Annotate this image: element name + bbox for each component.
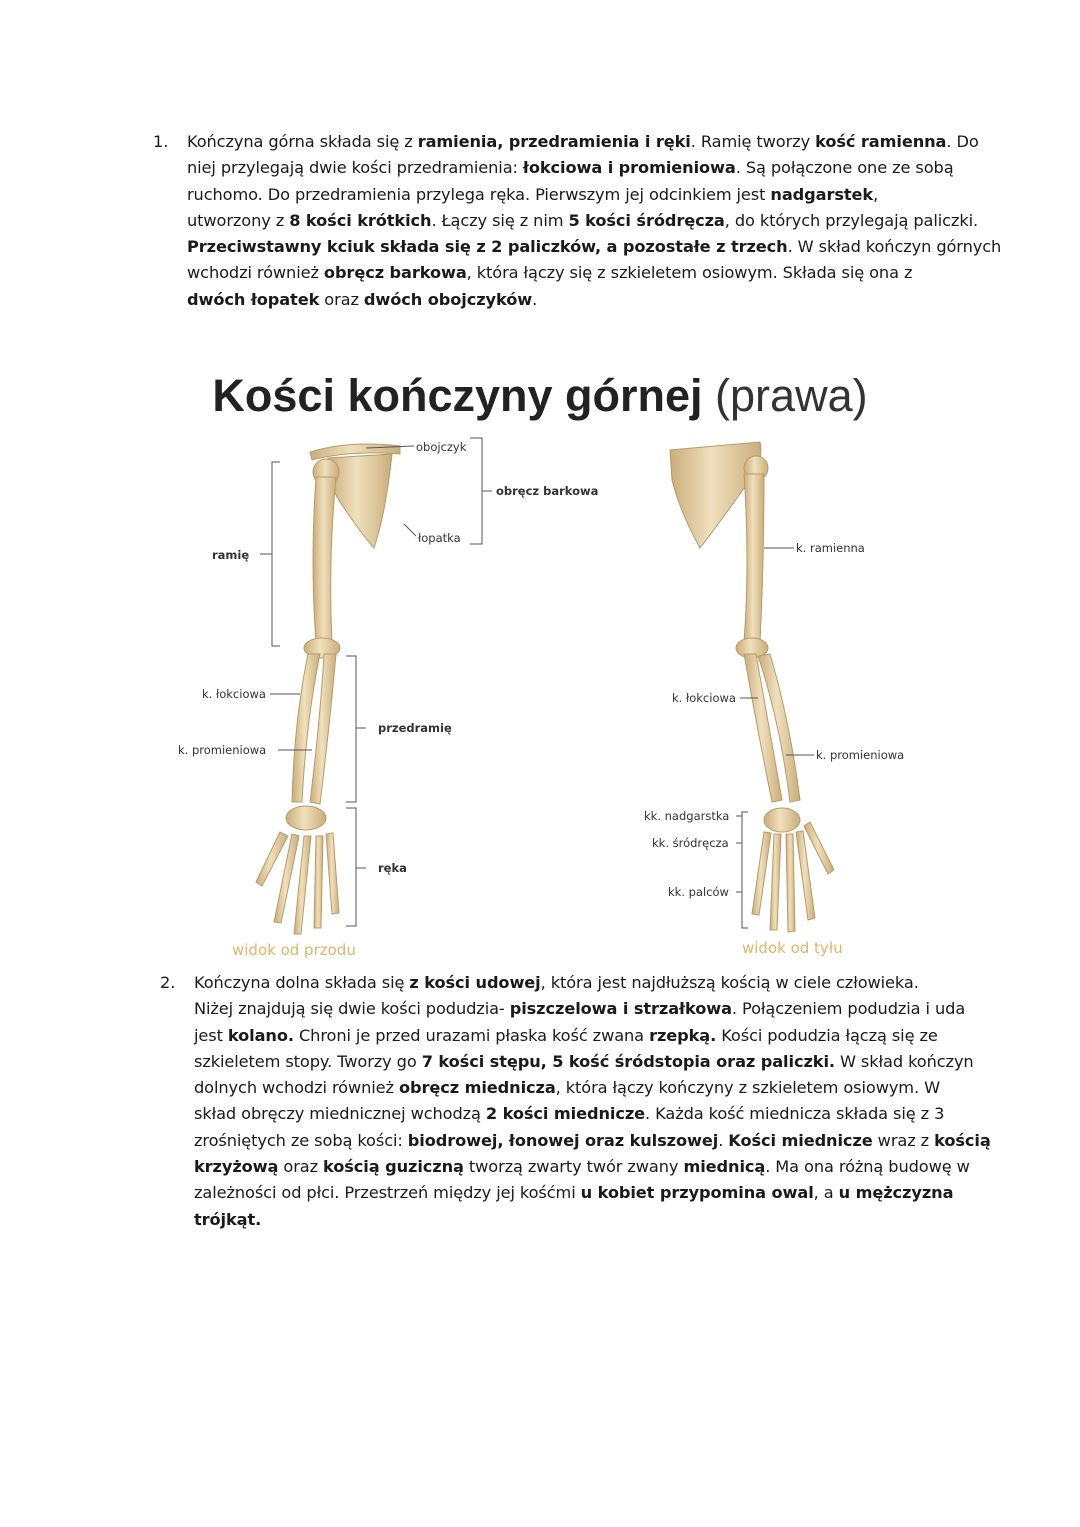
bold-run: dwóch obojczyków [363, 289, 533, 309]
section-1-number: 1. [153, 132, 169, 151]
bold-run: kość ramienna [815, 132, 947, 151]
text-run: , a [813, 1183, 839, 1203]
text-run: . Są połączone one ze sobą [735, 158, 954, 178]
label-przedramie: przedramię [378, 721, 452, 735]
bold-run: kolano. [227, 1025, 294, 1045]
section-1-paragraph [153, 129, 1002, 313]
text-run: , do których przylegają paliczki. [724, 210, 979, 230]
skeleton-illustration [160, 362, 920, 962]
bold-run: trójkąt. [194, 1209, 262, 1229]
text-run: jest [194, 1025, 228, 1045]
bold-run: Kości miednicze [728, 1130, 873, 1150]
text-line [194, 1180, 991, 1206]
text-line [187, 287, 1001, 313]
text-line [187, 234, 1001, 260]
text-line [187, 260, 1001, 286]
text-run: , która jest najdłuższą kością w ciele człowieka. [540, 973, 919, 992]
bold-run: obręcz barkowa [323, 263, 467, 283]
text-run: oraz [319, 289, 364, 309]
bold-run: krzyżową [194, 1157, 279, 1177]
text-run: zrośniętych ze sobą kości: [194, 1130, 408, 1150]
back-view-skeleton [670, 442, 834, 932]
text-run: , która łączy się z szkieletem osiowym. Składa się ona z [466, 263, 913, 283]
bold-run: u kobiet przypomina owal [580, 1183, 814, 1203]
bold-run: Przeciwstawny kciuk składa się z 2 paliczków, a pozostałe z trzech [187, 237, 788, 257]
label-kk-srodrecza: kk. śródręcza [652, 836, 729, 850]
text-line [187, 182, 1001, 208]
text-line [194, 1049, 991, 1075]
text-run: utworzony z [187, 210, 290, 230]
label-front-k-promieniowa: k. promieniowa [178, 743, 267, 757]
text-run: wraz z [872, 1130, 935, 1150]
label-k-ramienna: k. ramienna [796, 541, 865, 555]
text-run: ruchomo. Do przedramienia przylega ręka. Pierwszym jej odcinkiem jest [187, 184, 771, 204]
text-line [187, 155, 1001, 181]
text-run: wchodzi również [187, 263, 324, 283]
bold-run: z kości udowej [409, 973, 541, 992]
text-run: Kości podudzia łączą się ze [716, 1025, 938, 1045]
label-obojczyk: obojczyk [416, 440, 467, 454]
text-run: zależności od płci. Przestrzeń między jej kośćmi [194, 1183, 581, 1203]
text-run: . Łączy się z nim [431, 210, 569, 230]
bold-run: kością guziczną [323, 1157, 464, 1177]
bold-run: 2 kości miednicze [485, 1104, 646, 1124]
label-kk-nadgarstka: kk. nadgarstka [644, 809, 730, 823]
text-run: . Każda kość miednicza składa się z 3 [645, 1104, 945, 1124]
bold-run: 5 kości śródręcza [568, 210, 725, 230]
label-kk-palcow: kk. palców [668, 885, 729, 899]
section-2-paragraph [160, 970, 991, 1233]
text-line [194, 1023, 991, 1049]
bold-run: u mężczyzna [838, 1183, 954, 1203]
text-run: szkieletem stopy. Tworzy go [194, 1051, 422, 1071]
text-line [194, 1207, 991, 1233]
text-run: Kończyna górna składa się z [187, 132, 418, 151]
bold-run: biodrowej, łonowej oraz kulszowej [407, 1130, 719, 1150]
label-front-k-lokciowa: k. łokciowa [202, 687, 266, 701]
bold-run: rzepką. [649, 1025, 717, 1045]
text-line [187, 208, 1001, 234]
text-run: . [532, 289, 538, 309]
bold-run: piszczelowa i strzałkowa [509, 999, 732, 1019]
label-ramie: ramię [212, 548, 250, 562]
bold-run: 7 kości stępu, 5 kość śródstopia oraz paliczki. [421, 1051, 835, 1071]
label-reka: ręka [378, 861, 407, 875]
label-back-k-promieniowa: k. promieniowa [816, 748, 905, 762]
bold-run: kością [934, 1130, 991, 1150]
caption-back: widok od tyłu [742, 939, 843, 957]
label-back-k-lokciowa: k. łokciowa [672, 691, 736, 705]
text-run: Niżej znajdują się dwie kości podudzia- [194, 999, 510, 1019]
bold-run: obręcz miednicza [398, 1078, 556, 1098]
text-run: oraz [278, 1157, 324, 1177]
bold-run: ramienia, przedramienia i ręki [417, 132, 691, 151]
text-run: . Ma ona różną budowę w [765, 1157, 970, 1177]
section-1-lines [187, 129, 1001, 313]
section-2-lines [194, 970, 991, 1233]
bold-run: nadgarstek [770, 184, 874, 204]
caption-front: widok od przodu [232, 941, 356, 959]
text-run: . Do [946, 132, 979, 151]
text-line [187, 129, 1001, 155]
text-run: . Ramię tworzy [690, 132, 816, 151]
text-run: . Połączeniem podudzia i uda [731, 999, 966, 1019]
text-run: , [873, 184, 879, 204]
bold-run: 8 kości krótkich [289, 210, 432, 230]
text-run: tworzą zwarty twór zwany [463, 1157, 684, 1177]
text-run: Kończyna dolna składa się [194, 973, 410, 992]
text-run: Chroni je przed urazami płaska kość zwana [293, 1025, 650, 1045]
text-line [194, 1101, 991, 1127]
figure-title-side: (prawa) [715, 370, 868, 421]
text-run: . W skład kończyn górnych [787, 237, 1002, 257]
label-lopatka: łopatka [418, 531, 461, 545]
text-line [194, 1075, 991, 1101]
text-line [194, 1154, 991, 1180]
text-line [194, 970, 991, 996]
text-line [194, 996, 991, 1022]
text-run: dolnych wchodzi również [194, 1078, 399, 1098]
text-run: , która łączy kończyny z szkieletem osiowym. W [555, 1078, 940, 1098]
bold-run: dwóch łopatek [187, 289, 320, 309]
label-obrecz-barkowa: obręcz barkowa [496, 484, 599, 498]
text-run: . [718, 1130, 729, 1150]
text-run: niej przylegają dwie kości przedramienia: [187, 158, 523, 178]
figure-title-main: Kości kończyny górnej [212, 370, 703, 421]
text-run: skład obręczy miednicznej wchodzą [194, 1104, 486, 1124]
bold-run: miednicą [683, 1157, 766, 1177]
text-run: W skład kończyn [834, 1051, 974, 1071]
section-2-number: 2. [160, 973, 176, 992]
text-line [194, 1128, 991, 1154]
bold-run: łokciowa i promieniowa [522, 158, 736, 178]
upper-limb-figure [160, 362, 920, 962]
